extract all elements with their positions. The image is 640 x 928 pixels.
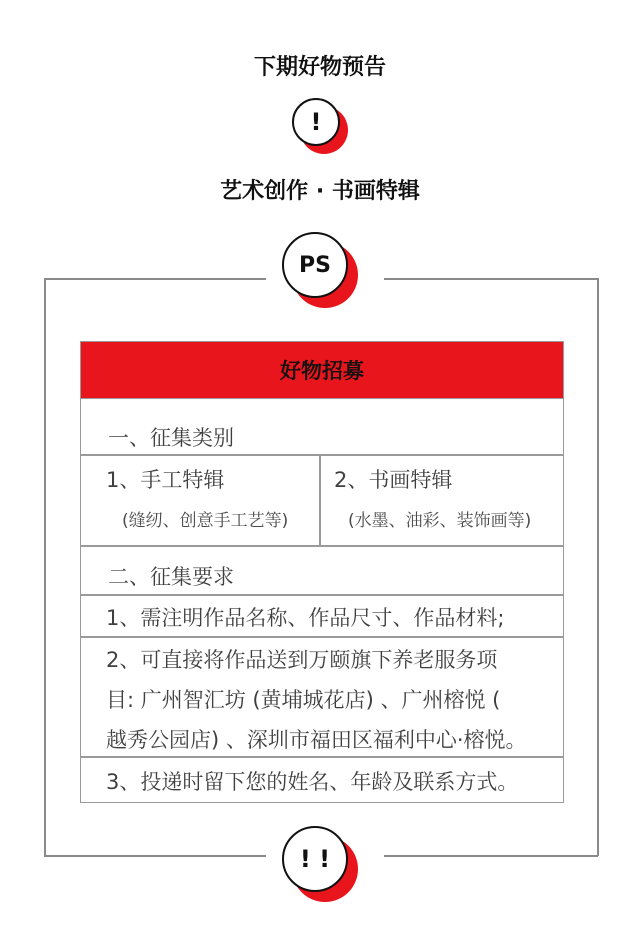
divider xyxy=(81,636,563,638)
frame-left xyxy=(44,278,46,856)
requirement-item: 目: 广州智汇坊 (黄埔城花店) 、广州榕悦 ( xyxy=(106,688,501,712)
category-name-2: 2、书画特辑 xyxy=(334,468,453,492)
double-exclamation-badge-icon xyxy=(282,826,362,906)
badge-face: PS xyxy=(282,232,348,298)
requirement-item: 1、需注明作品名称、作品尺寸、作品材料; xyxy=(106,606,505,630)
requirements-heading: 二、征集要求 xyxy=(108,565,234,589)
exclamation-badge-icon xyxy=(292,98,352,158)
frame-right xyxy=(597,278,599,856)
category-note-2: (水墨、油彩、装饰画等) xyxy=(348,511,532,531)
frame-bottom-right xyxy=(384,855,598,857)
category-name-1: 1、手工特辑 xyxy=(106,468,225,492)
divider xyxy=(81,756,563,758)
requirement-item: 3、投递时留下您的姓名、年龄及联系方式。 xyxy=(106,770,519,794)
page-title: 下期好物预告 xyxy=(253,55,386,80)
badge-face: ! ! xyxy=(282,826,348,892)
page-subtitle: 艺术创作 · 书画特辑 xyxy=(220,179,420,204)
ps-badge-icon xyxy=(282,232,362,312)
category-note-1: (缝纫、创意手工艺等) xyxy=(122,511,289,531)
recruit-banner xyxy=(80,341,564,399)
divider-vertical xyxy=(319,454,321,546)
requirement-item: 2、可直接将作品送到万颐旗下养老服务项 xyxy=(106,648,498,672)
frame-top-right xyxy=(384,278,598,280)
category-heading: 一、征集类别 xyxy=(108,426,234,450)
frame-top-left xyxy=(44,278,266,280)
divider xyxy=(81,594,563,596)
badge-face: ! xyxy=(292,98,340,146)
divider xyxy=(81,454,563,456)
requirement-item: 越秀公园店) 、深圳市福田区福利中心·榕悦。 xyxy=(106,728,527,752)
frame-bottom-left xyxy=(44,855,266,857)
recruit-banner-label: 好物招募 xyxy=(280,359,364,383)
